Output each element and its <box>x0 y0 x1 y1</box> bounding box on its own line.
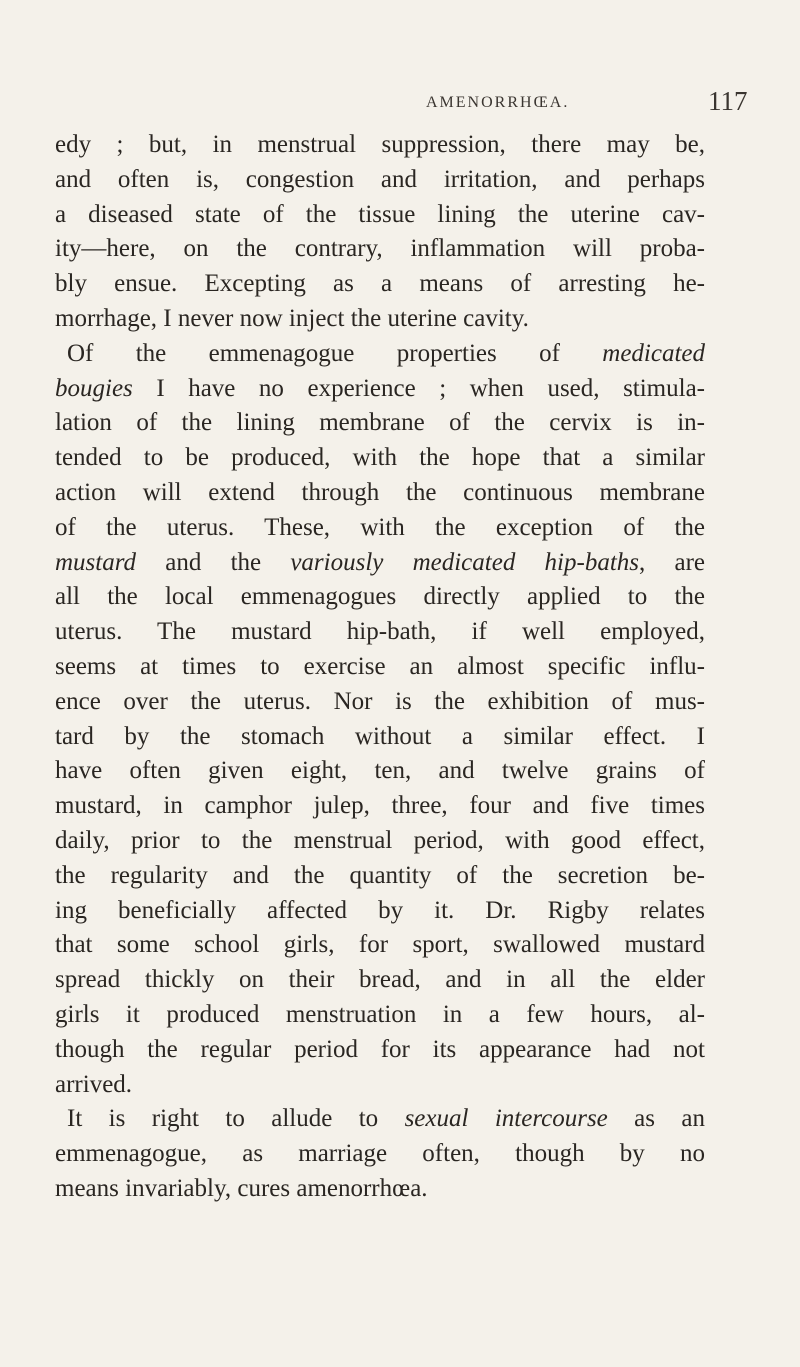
text-line: all the local emmenagogues directly applied to the <box>55 583 705 611</box>
text-line: means invariably, cures amenorrhœa. <box>55 1174 428 1202</box>
text-line <box>55 1102 705 1137</box>
running-title: AMENORRHŒA. <box>426 94 570 111</box>
text-line: and often is, congestion and irritation, and perhaps <box>55 165 705 193</box>
text-line: seems at times to exercise an almost specific influ- <box>55 652 705 680</box>
emphasis-text: sexual intercourse <box>404 1105 608 1133</box>
text-line <box>55 337 705 372</box>
text-line: spread thickly on their bread, and in all the elder <box>55 966 705 994</box>
body-text <box>55 128 705 1207</box>
text-line: have often given eight, ten, and twelve grains of <box>55 757 705 785</box>
text-line: tended to be produced, with the hope that a similar <box>55 444 705 472</box>
text-line: uterus. The mustard hip-bath, if well employed, <box>55 618 705 646</box>
text-line: tard by the stomach without a similar effect. I <box>55 722 705 750</box>
text-line: mustard, in camphor julep, three, four and five times <box>55 792 705 820</box>
text-line: ity—here, on the contrary, inflammation will proba- <box>55 235 705 263</box>
page-number: 117 <box>708 86 748 116</box>
text-run: , are <box>639 548 705 576</box>
text-line: morrhage, I never now inject the uterine cavity. <box>55 304 529 332</box>
text-line: of the uterus. These, with the exception of the <box>55 513 705 541</box>
text-line: the regularity and the quantity of the secretion be- <box>55 861 705 889</box>
text-line: arrived. <box>55 1070 133 1098</box>
running-head <box>0 86 800 118</box>
text-line: though the regular period for its appearance had not <box>55 1035 705 1063</box>
emphasis-text: medicated <box>602 339 705 367</box>
text-line: girls it produced menstruation in a few hours, al- <box>55 1000 705 1028</box>
emphasis-text: bougies <box>55 374 133 402</box>
text-line: action will extend through the continuous membrane <box>55 478 705 506</box>
text-run: I have no experience ; when used, stimula- <box>132 374 705 402</box>
text-line: bly ensue. Excepting as a means of arresting he- <box>55 270 705 298</box>
text-run: and the <box>136 548 291 576</box>
emphasis-text: mustard <box>55 548 137 576</box>
text-run: as an <box>607 1105 706 1133</box>
text-line: daily, prior to the menstrual period, with good effect, <box>55 826 705 854</box>
text-run: It is right to allude to <box>67 1105 405 1133</box>
text-line: a diseased state of the tissue lining the uterine cav- <box>55 200 705 228</box>
text-line: emmenagogue, as marriage often, though by no <box>55 1140 705 1168</box>
text-line: that some school girls, for sport, swallowed mustard <box>55 931 705 959</box>
text-line: ing beneficially affected by it. Dr. Rigby relates <box>55 896 705 924</box>
text-line: edy ; but, in menstrual suppression, there may be, <box>55 131 705 158</box>
text-line: ence over the uterus. Nor is the exhibition of mus- <box>55 687 705 715</box>
text-line: lation of the lining membrane of the cervix is in- <box>55 409 705 437</box>
text-run: Of the emmenagogue properties of <box>67 339 603 367</box>
text-line <box>55 546 705 581</box>
emphasis-text: variously medicated hip-baths <box>290 548 639 576</box>
text-line <box>55 372 705 407</box>
